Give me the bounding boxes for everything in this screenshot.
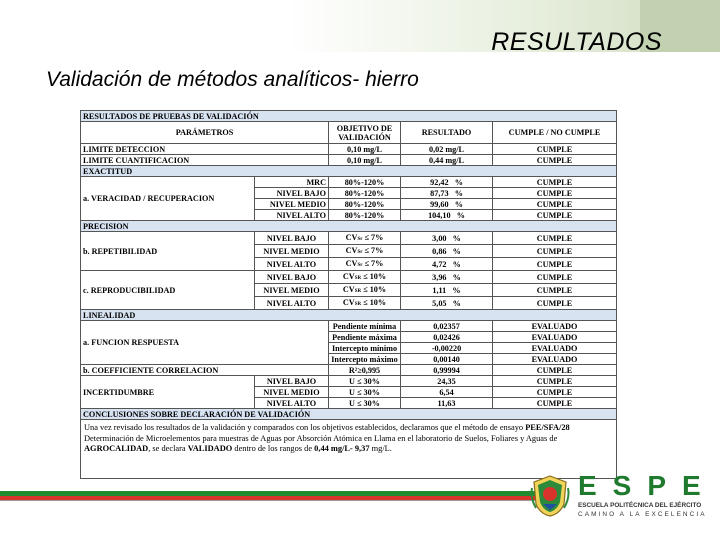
validation-table [80, 110, 616, 467]
section-precision: PRECISION [81, 221, 617, 232]
objective-cell: 0,10 mg/L [329, 144, 401, 155]
objective-cell: 80%-120% [329, 210, 401, 221]
result-unit: % [456, 210, 465, 220]
cv-subscript: Sr [357, 249, 363, 255]
slide-subtitle: Validación de métodos analíticos- hierro [46, 68, 419, 91]
conclusion-part: , se declara [148, 444, 188, 453]
espe-seal-icon [530, 474, 570, 518]
row-label: b. COEFFICIENTE CORRELACION [81, 365, 329, 376]
status-cell: EVALUADO [493, 343, 617, 354]
result-unit: % [452, 272, 461, 282]
cv-limit: ≤ 7% [364, 245, 384, 255]
objective-cell: 0,10 mg/L [329, 155, 401, 166]
col-objetivo: OBJETIVO DE VALIDACIÓN [329, 122, 401, 144]
level-cell: NIVEL ALTO [255, 398, 329, 409]
result-cell: 6,54 [401, 387, 493, 398]
cv-subscript: Sr [357, 236, 363, 242]
status-cell: CUMPLE [493, 199, 617, 210]
group-label: INCERTIDUMBRE [81, 376, 255, 409]
table-row [81, 155, 617, 166]
table-row [81, 376, 617, 387]
result-cell: 0,02426 [401, 332, 493, 343]
cv-label: CV [342, 297, 355, 307]
group-label: a. VERACIDAD / RECUPERACION [81, 177, 255, 221]
result-cell: 0,44 mg/L [401, 155, 493, 166]
status-cell: CUMPLE [493, 144, 617, 155]
cv-subscript: SR [354, 288, 362, 294]
espe-logo-text: ESPE [578, 470, 717, 501]
level-cell: NIVEL BAJO [255, 188, 329, 199]
param-cell: Pendiente mínima [329, 321, 401, 332]
column-headers-row [81, 122, 617, 144]
status-cell: CUMPLE [493, 232, 617, 245]
level-cell: NIVEL ALTO [255, 210, 329, 221]
status-cell: CUMPLE [493, 155, 617, 166]
result-value: 104,10 [428, 210, 451, 220]
status-cell: CUMPLE [493, 365, 617, 376]
result-cell: 0,00140 [401, 354, 493, 365]
cv-label: CV [342, 284, 355, 294]
espe-logo-line1: ESCUELA POLITÉCNICA DEL EJÉRCITO [578, 502, 702, 509]
col-parametros: PARÁMETROS [81, 122, 329, 144]
table-row [81, 232, 617, 245]
group-label: b. REPETIBILIDAD [81, 232, 255, 271]
cv-limit: ≤ 10% [363, 284, 387, 294]
result-unit: % [452, 285, 461, 295]
cv-limit: ≤ 7% [364, 258, 384, 268]
result-cell: 0,02 mg/L [401, 144, 493, 155]
level-cell: NIVEL BAJO [255, 271, 329, 284]
row-label: LIMITE DETECCION [81, 144, 329, 155]
result-unit: % [452, 259, 461, 269]
footer-grey-line [0, 500, 540, 501]
table-header-row [81, 111, 617, 122]
level-cell: NIVEL MEDIO [255, 245, 329, 258]
verdict: VALIDADO [187, 444, 233, 453]
param-cell: Pendiente máxima [329, 332, 401, 343]
row-label: LIMITE CUANTIFICACION [81, 155, 329, 166]
cv-label: CV [345, 232, 358, 242]
table-row [81, 321, 617, 332]
status-cell: EVALUADO [493, 354, 617, 365]
param-cell: Intercepto mínimo [329, 343, 401, 354]
result-value: 4,72 [432, 259, 447, 269]
result-value: 5,05 [432, 298, 447, 308]
section-linealidad: LINEALIDAD [81, 310, 617, 321]
method-code: PEE/SFA/28 [525, 423, 570, 432]
level-cell: NIVEL MEDIO [255, 284, 329, 297]
cv-limit: ≤ 7% [364, 232, 384, 242]
result-cell: 0,99994 [401, 365, 493, 376]
status-cell: CUMPLE [493, 245, 617, 258]
cv-subscript: SR [354, 275, 362, 281]
col-resultado: RESULTADO [401, 122, 493, 144]
status-cell: CUMPLE [493, 398, 617, 409]
result-cell: 0,02357 [401, 321, 493, 332]
group-label: c. REPRODUCIBILIDAD [81, 271, 255, 310]
result-unit: % [452, 298, 461, 308]
param-cell: Intercepto máximo [329, 354, 401, 365]
status-cell: CUMPLE [493, 271, 617, 284]
result-cell: -0,00220 [401, 343, 493, 354]
objective-cell: 80%-120% [329, 188, 401, 199]
conclusion-part: dentro de los rangos de [232, 444, 315, 453]
conclusion-row [81, 420, 617, 479]
slide-title: RESULTADOS [491, 28, 662, 56]
result-unit: % [452, 233, 461, 243]
section-conclusion: CONCLUSIONES SOBRE DECLARACIÓN DE VALIDACIÓN [81, 409, 617, 420]
result-value: 87,73 [430, 188, 449, 198]
espe-logo-line2: CAMINO A LA EXCELENCIA [578, 511, 707, 518]
cv-label: CV [345, 245, 358, 255]
cv-subscript: Sr [357, 262, 363, 268]
result-unit: % [452, 246, 461, 256]
cv-limit: ≤ 10% [363, 297, 387, 307]
section-exactitud: EXACTITUD [81, 166, 617, 177]
level-cell: NIVEL ALTO [255, 258, 329, 271]
col-cumple: CUMPLE / NO CUMPLE [493, 122, 617, 144]
result-value: 1,11 [432, 285, 447, 295]
level-cell: NIVEL BAJO [255, 376, 329, 387]
result-value: 0,86 [432, 246, 447, 256]
status-cell: EVALUADO [493, 332, 617, 343]
section-row [81, 166, 617, 177]
result-value: 3,00 [432, 233, 447, 243]
section-row [81, 409, 617, 420]
objective-cell: U ≤ 30% [329, 376, 401, 387]
result-unit: % [454, 188, 463, 198]
conclusion-part: Una vez revisado los resultados de la validación y comparados con los objetivos establecidos, declaramos que el método de ensayo [84, 423, 526, 432]
status-cell: CUMPLE [493, 258, 617, 271]
status-cell: CUMPLE [493, 297, 617, 310]
table-row [81, 177, 617, 188]
conclusion-text [81, 420, 617, 479]
conclusion-part: mg/L. [369, 444, 392, 453]
section-row [81, 310, 617, 321]
status-cell: CUMPLE [493, 376, 617, 387]
cv-subscript: SR [354, 301, 362, 307]
objective-cell: 80%-120% [329, 177, 401, 188]
group-label: a. FUNCION RESPUESTA [81, 321, 329, 365]
lab-name: AGROCALIDAD [84, 444, 149, 453]
status-cell: CUMPLE [493, 177, 617, 188]
result-unit: % [454, 199, 463, 209]
table-row [81, 271, 617, 284]
objective-cell: 80%-120% [329, 199, 401, 210]
conclusion-part: Determinación de Microelementos para muestras de Aguas por Absorción Atómica en Llama en el laboratorio de Suelos, Foliares y Aguas de [84, 433, 558, 443]
level-cell: NIVEL MEDIO [255, 199, 329, 210]
table-row [81, 144, 617, 155]
objective-cell: R²≥0,995 [329, 365, 401, 376]
status-cell: CUMPLE [493, 284, 617, 297]
cv-label: CV [345, 258, 358, 268]
status-cell: CUMPLE [493, 188, 617, 199]
result-value: 92,42 [430, 177, 449, 187]
result-cell: 24,35 [401, 376, 493, 387]
result-value: 99,60 [430, 199, 449, 209]
status-cell: EVALUADO [493, 321, 617, 332]
status-cell: CUMPLE [493, 387, 617, 398]
result-unit: % [454, 177, 463, 187]
cv-label: CV [342, 271, 355, 281]
range-value: 0,44 mg/L- 9,37 [314, 444, 370, 453]
level-cell: NIVEL ALTO [255, 297, 329, 310]
result-value: 3,96 [432, 272, 447, 282]
section-row [81, 221, 617, 232]
level-cell: MRC [255, 177, 329, 188]
objective-cell: U ≤ 30% [329, 387, 401, 398]
table-header: RESULTADOS DE PRUEBAS DE VALIDACIÓN [81, 111, 617, 122]
cv-limit: ≤ 10% [363, 271, 387, 281]
status-cell: CUMPLE [493, 210, 617, 221]
table-row [81, 365, 617, 376]
result-cell: 11,63 [401, 398, 493, 409]
level-cell: NIVEL MEDIO [255, 387, 329, 398]
level-cell: NIVEL BAJO [255, 232, 329, 245]
objective-cell: U ≤ 30% [329, 398, 401, 409]
